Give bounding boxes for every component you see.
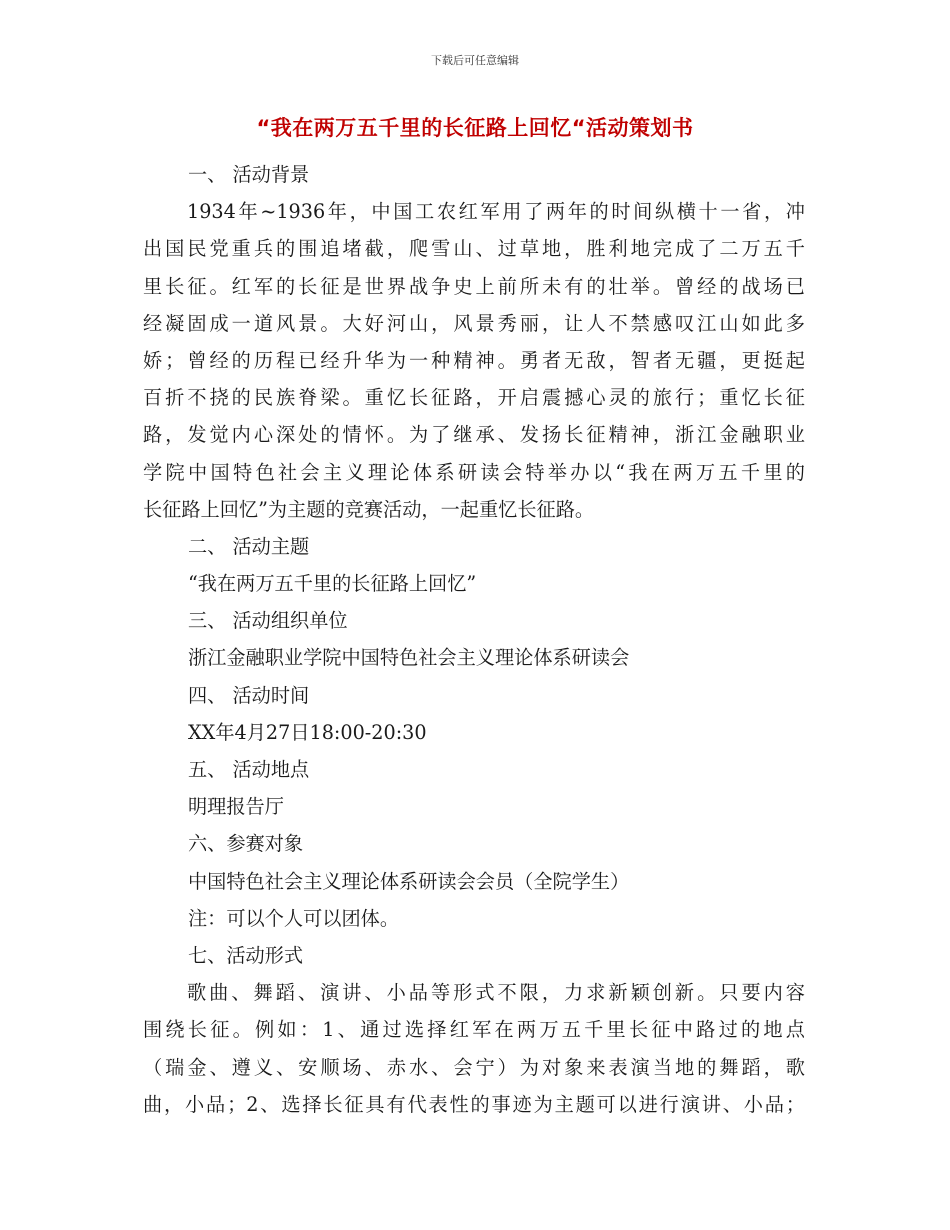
paragraph-line: 1934年~1936年，中国工农红军用了两年的时间纵横十一省，冲 (187, 200, 805, 224)
paragraph-line: 经凝固成一道风景。大好河山，风景秀丽，让人不禁感叹江山如此多 (143, 311, 805, 335)
paragraph-line: 学院中国特色社会主义理论体系研读会特举办以“我在两万五千里的 (143, 460, 805, 484)
section-heading-organizer: 三、 活动组织单位 (188, 609, 348, 633)
paragraph-line: 里长征。红军的长征是世界战争史上前所未有的壮举。曾经的战场已 (143, 274, 805, 298)
time-content: XX年4月27日18:00-20:30 (188, 720, 427, 744)
paragraph-line: 百折不挠的民族脊梁。重忆长征路，开启震撼心灵的旅行；重忆长征 (143, 386, 805, 410)
document-title: “我在两万五千里的长征路上回忆“活动策划书 (256, 116, 694, 140)
document-body (143, 156, 805, 1123)
section-heading-location: 五、 活动地点 (188, 758, 310, 781)
section-heading-background: 一、 活动背景 (188, 163, 310, 186)
header-note: 下载后可任意编辑 (431, 54, 519, 67)
participants-note: 注：可以个人可以团体。 (188, 906, 400, 930)
location-content: 明理报告厅 (188, 795, 284, 819)
paragraph-line: （瑞金、遵义、安顺场、赤水、会宁）为对象来表演当地的舞蹈，歌 (143, 1055, 805, 1079)
paragraph-line: 围绕长征。例如：1、通过选择红军在两万五千里长征中路过的地点 (143, 1018, 805, 1042)
participants-content: 中国特色社会主义理论体系研读会会员（全院学生） (188, 869, 630, 893)
paragraph-line: 歌曲、舞蹈、演讲、小品等形式不限，力求新颖创新。只要内容 (187, 981, 805, 1005)
section-heading-format: 七、活动形式 (188, 943, 304, 967)
paragraph-line: 曲，小品；2、选择长征具有代表性的事迹为主题可以进行演讲、小品； (143, 1092, 805, 1116)
theme-content: “我在两万五千里的长征路上回忆” (188, 572, 477, 596)
paragraph-line: 出国民党重兵的围追堵截，爬雪山、过草地，胜利地完成了二万五千 (143, 237, 805, 261)
paragraph-line: 娇；曾经的历程已经升华为一种精神。勇者无敌，智者无疆，更挺起 (143, 348, 805, 372)
organizer-content: 浙江金融职业学院中国特色社会主义理论体系研读会 (188, 646, 630, 670)
section-heading-participants: 六、参赛对象 (188, 832, 304, 856)
paragraph-line: 路，发觉内心深处的情怀。为了继承、发扬长征精神，浙江金融职业 (143, 423, 805, 447)
section-heading-theme: 二、 活动主题 (188, 534, 310, 558)
paragraph-line: 长征路上回忆”为主题的竞赛活动，一起重忆长征路。 (143, 497, 595, 521)
section-heading-time: 四、 活动时间 (188, 683, 310, 707)
